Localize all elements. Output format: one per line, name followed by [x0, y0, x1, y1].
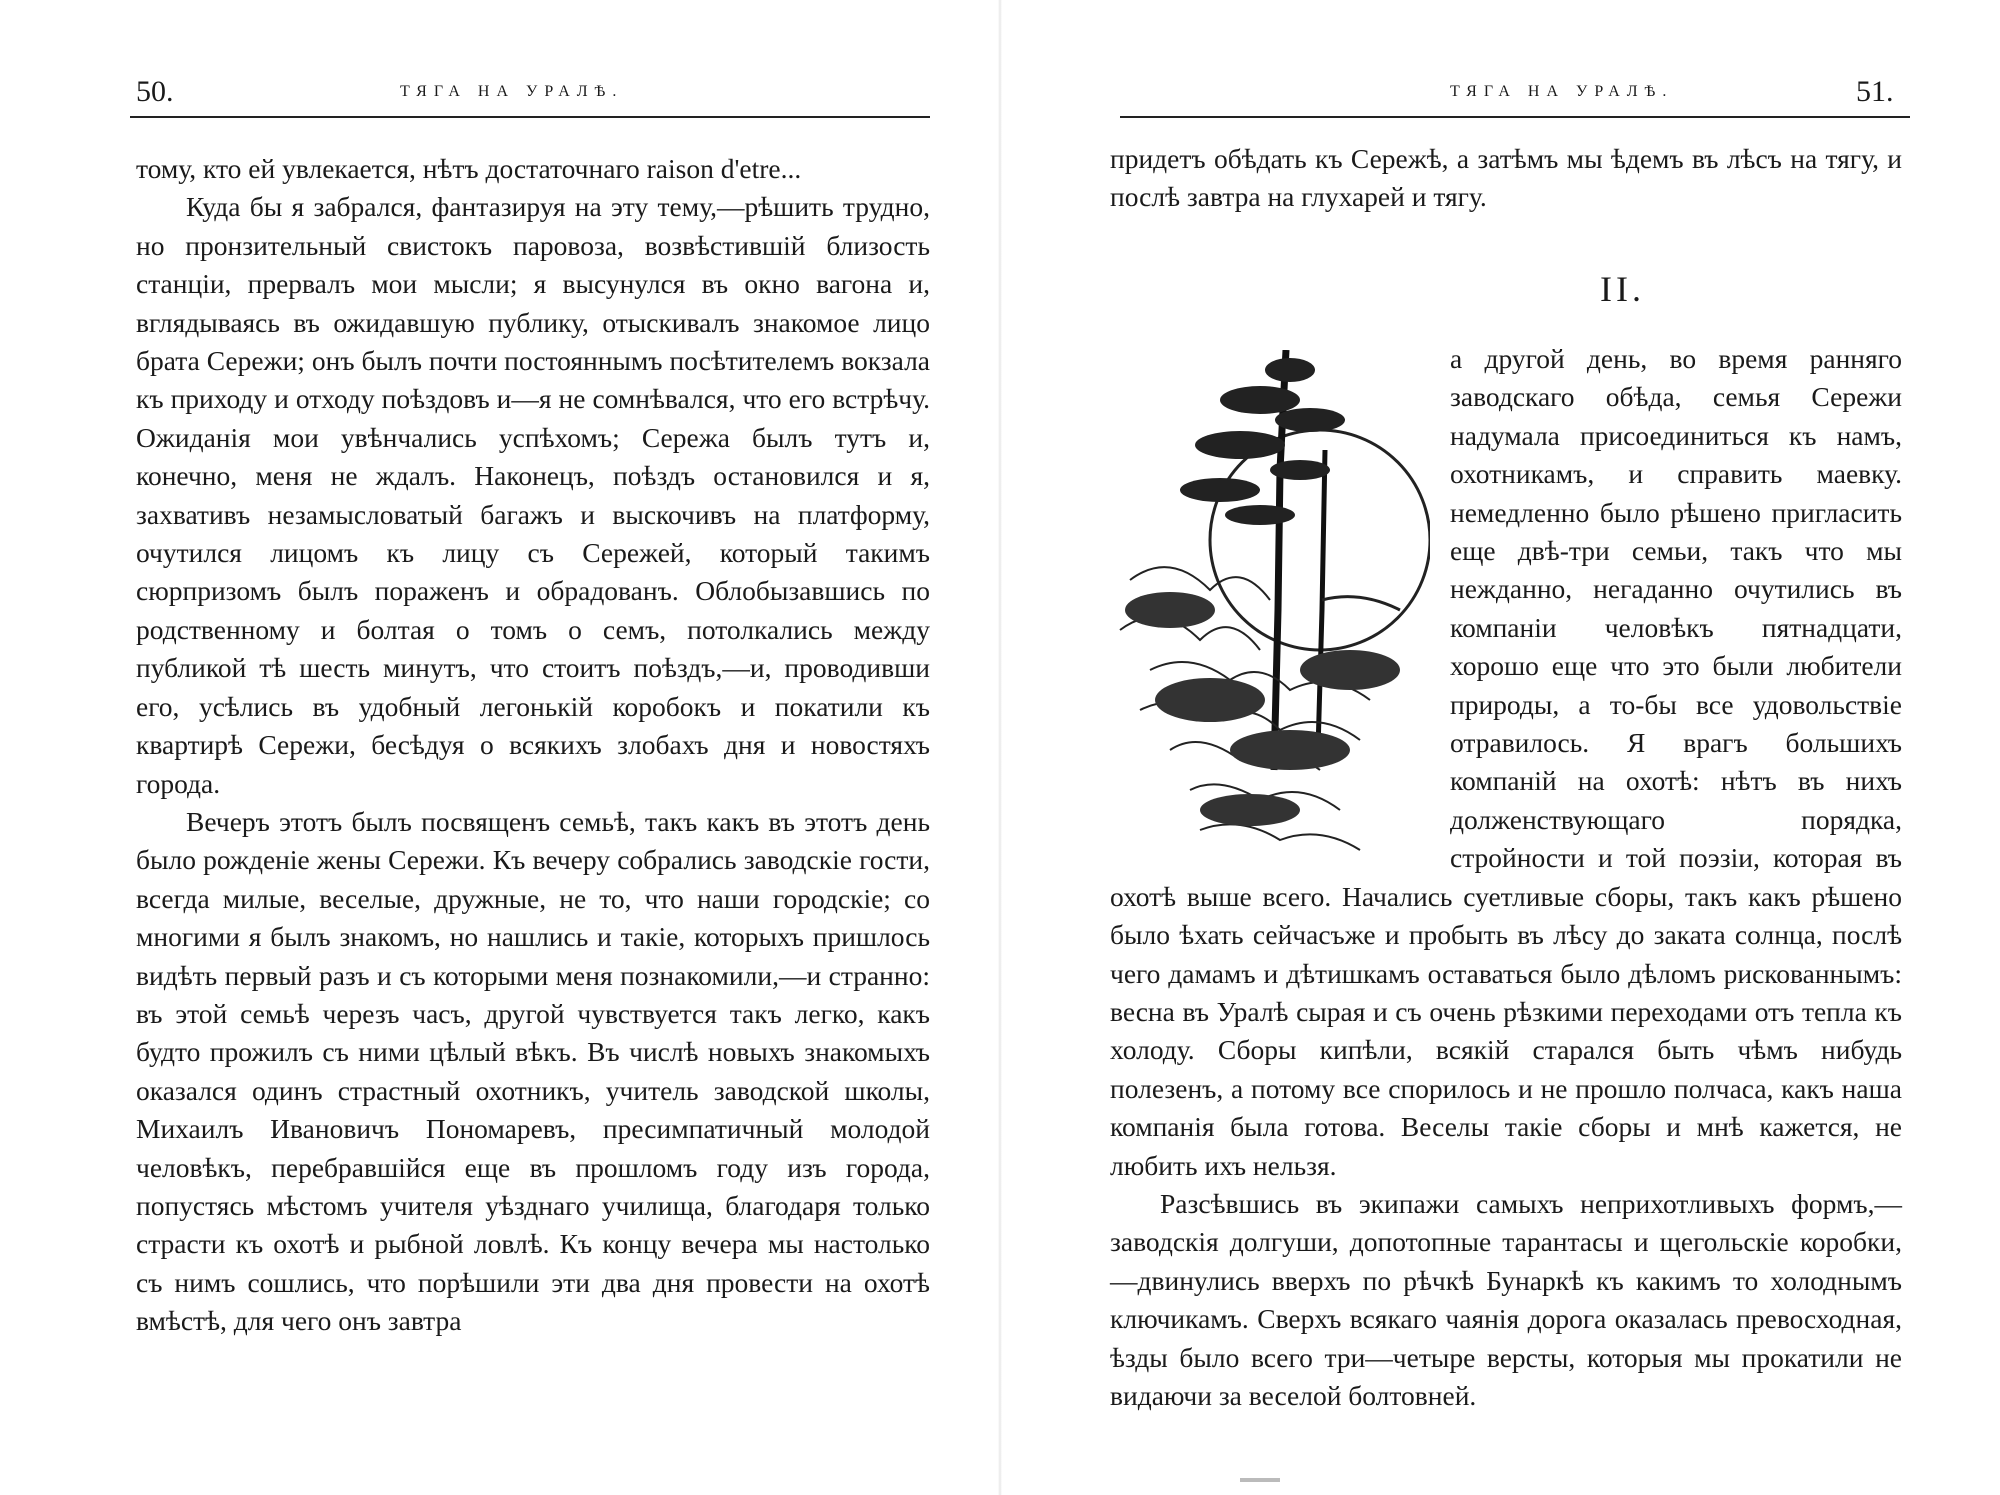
- paragraph: Разсѣвшись въ экипажи самыхъ неприхотливыхъ формъ,—заводскія долгуши, допотопные тарантасы и щегольскіе коробки,—двинулись вверхъ по рѣчкѣ Бунаркѣ къ какимъ то холоднымъ ключикамъ. Сверхъ всякаго чаянія дорога оказалась превосходная, ѣзды было всего три—четыре версты, которыя мы прокатили не видаючи за веселой болтовней.: [1110, 1187, 1902, 1411]
- paragraph: а другой день, во время ранняго заводскаго обѣда, семья Сережи надумала присоединиться къ намъ, охотникамъ, и справить маевку. немедленно было рѣшено пригласить еще двѣ-три семьи, такъ что мы нежданно, негаданно очутились въ компаніи человѣкъ пятнадцати, хорошо еще что это были любители природы, а то-бы все удовольствіе отравилось. Я врагъ большихъ компаній на охотѣ: нѣтъ въ нихъ долженствующаго порядка, стройности и той поэзіи, которая въ охотѣ выше всего. Начались суетливые сборы, такъ какъ рѣшено было ѣхать сейчасъже и пробыть въ лѣсу до заката солнца, послѣ чего дамамъ и дѣтишкамъ оставаться было дѣломъ рискованнымъ: весна въ Уралѣ сырая и съ очень рѣзкими переходами отъ тепла къ холоду. Сборы кипѣли, всякій старался быть чѣмъ нибудь полезенъ, а потому все спорилось и не прошло полчаса, какъ наша компанія была готова. Веселы такіе сборы и мнѣ кажется, не любить ихъ нельзя.: [1110, 343, 1902, 1181]
- chapter-heading: II.: [1600, 269, 1645, 309]
- left-running-title: ТЯГА НА УРАЛѢ.: [400, 83, 624, 100]
- right-page-body: [1110, 340, 1902, 1415]
- scan-mark: [1240, 1478, 1280, 1482]
- left-page-body: [136, 150, 930, 1341]
- right-running-title: ТЯГА НА УРАЛѢ.: [1450, 83, 1674, 100]
- right-page-number: 51.: [1856, 75, 1894, 108]
- right-page-top-paragraph: придетъ обѣдать къ Сережѣ, а затѣмъ мы ѣдемъ въ лѣсъ на тягу, и послѣ завтра на глухарей и тягу.: [1110, 143, 1902, 213]
- left-page-number: 50.: [136, 75, 174, 108]
- left-page-header: [130, 72, 930, 118]
- pine-tree-moon-illustration: [1110, 350, 1430, 870]
- paragraph: тому, кто ей увлекается, нѣтъ достаточнаго raison d'etre...: [136, 153, 802, 184]
- paragraph: Вечеръ этотъ былъ посвященъ семьѣ, такъ какъ въ этотъ день было рожденіе жены Сережи. Къ вечеру собрались заводскіе гости, всегда милые, веселые, дружные, не то, что наши городскіе; со многими я былъ знакомъ, но нашлись и такіе, которыхъ пришлось видѣть первый разъ и съ которыми меня познакомили,—и странно: въ этой семьѣ черезъ часъ, другой чувствуется такъ легко, какъ будто прожилъ съ ними цѣлый вѣкъ. Въ числѣ новыхъ знакомыхъ оказался одинъ страстный охотникъ, учитель заводской школы, Михаилъ Ивановичъ Пономаревъ, пресимпатичный молодой человѣкъ, перебравшійся еще въ прошломъ году изъ города, попустясь мѣстомъ учителя уѣзднаго училища, благодаря только страсти къ охотѣ и рыбной ловлѣ. Къ концу вечера мы настолько съ нимъ сошлись, что порѣшили эти два дня провести на охотѣ вмѣстѣ, для чего онъ завтра: [136, 805, 930, 1337]
- right-page-header: [1120, 72, 1910, 118]
- paragraph: Куда бы я забрался, фантазируя на эту тему,—рѣшить трудно, но пронзительный свистокъ паровоза, возвѣстившій близость станціи, прервалъ мои мысли; я высунулся въ окно вагона и, вглядываясь въ ожидавшую публику, отыскивалъ знакомое лицо брата Сережи; онъ былъ почти постояннымъ посѣтителемъ вокзала къ приходу и отходу поѣздовъ и—я не сомнѣвался, что его встрѣчу. Ожиданія мои увѣнчались успѣхомъ; Сережа былъ тутъ и, конечно, меня не ждалъ. Наконецъ, поѣздъ остановился и я, захвативъ незамысловатый багажъ и выскочивъ на платформу, очутился лицомъ къ лицу съ Сережей, который такимъ сюрпризомъ былъ пораженъ и обрадованъ. Облобызавшись по родственному и болтая о томъ о семъ, потолкались между публикой тѣ шесть минутъ, что стоитъ поѣздъ,—и, проводивши его, усѣлись въ удобный легонькій коробокъ и покатили къ квартирѣ Сережи, бесѣдуя о всякихъ злобахъ дня и новостяхъ города.: [136, 191, 930, 799]
